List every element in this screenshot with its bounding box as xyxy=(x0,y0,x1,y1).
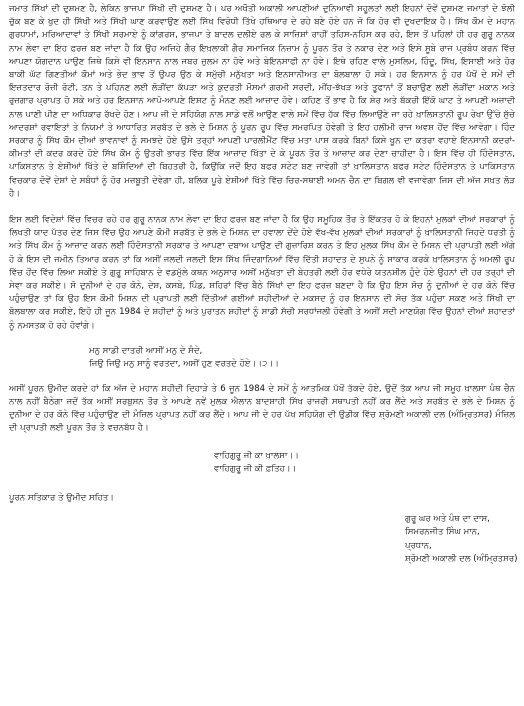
gurbani-verse xyxy=(89,345,515,371)
signature-line-1: ਗੁਰੂ ਘਰ ਅਤੇ ਪੰਥ ਦਾ ਦਾਸ, xyxy=(405,513,490,524)
verse-line-2: ਜਿਉ ਜਿਉ ਮਨੁ ਸਾਨੂੰ ਵਰਤਦਾ, ਅਸੀਂ ਹੁਣ ਵਰਤਦੇ ਹੋਏ।।੨।। xyxy=(89,358,279,369)
regards-line: ਪੂਰਨ ਸਤਿਕਾਰ ਤੇ ਉਮੀਦ ਸਹਿਤ। xyxy=(9,492,114,503)
slogan-line-2: ਵਾਹਿਗੁਰੂ ਜੀ ਕੀ ਫ਼ਤਿਹ।। xyxy=(214,463,297,474)
verse-line-1: ਮਨੁ ਸਾਡੀ ਦਾਤਰੀ ਆਸੀਂ ਮਨੁ ਦੇ ਸੰਦੇ, xyxy=(89,345,203,356)
signature-block xyxy=(405,513,518,567)
khalsa-greeting xyxy=(214,450,515,476)
body-paragraph-2: ਇਸ ਲਈ ਵਿਦੇਸ਼ਾਂ ਵਿੱਚ ਵਿਚਰ ਰਹੇ ਹਰ ਗੁਰੂ ਨਾਨਕ ਨਾਮ ਲੇਵਾ ਦਾ ਇਹ ਫਰਜ਼ ਬਣ ਜਾਂਦਾ ਹੈ ਕਿ ਉਹ ਸਮੂਹਿਕ ਤੌਰ ਤੇ ਇੱਕਤਰ ਹੋ ਕੇ ਇਹਨਾਂ ਮੁਲਕਾਂ ਦੀਆਂ ਸਰਕਾਰਾਂ ਨੂੰ ਲਿਖਤੀ ਯਾਦ ਪੱਤਰ ਦੇਣ ਜਿਸ ਵਿੱਚ ਉਹ ਆਪਣੇ ਕੌਮੀ ਸਰਬੱਤ ਦੇ ਭਲੇ ਦੇ ਮਿਸ਼ਨ ਦਾ ਹਵਾਲਾ ਦੇਂਦੇ ਹੋਏ ਵੱਖ-ਵੱਖ ਮੁਲਕਾਂ ਦੀਆਂ ਸਰਕਾਰਾਂ ਨੂੰ ਖ਼ਾਲਿਸਤਾਨੀ ਜਿਹਦੇ ਧਰਤੀ ਨੂੰ ਅਤੇ ਸਿੱਖ ਕੌਮ ਨੂੰ ਆਜ਼ਾਦ ਕਰਨ ਲਈ ਹਿੰਦੋਸਤਾਨੀ ਸਰਕਾਰ ਤੇ ਆਪਣਾ ਦਬਾਅ ਪਾਉਣ ਦੀ ਗੁਜ਼ਾਰਿਸ਼ ਕਰਨ ਤੇ ਇਹ ਮੁਲਕ ਸਿੱਖ ਕੌਮ ਦੇ ਮਿਸ਼ਨ ਦੀ ਪ੍ਰਾਪਤੀ ਲਈ ਅੱਗੇ ਹੋ ਕੇ ਇਸ ਦੀ ਜਮੀਨ ਤਿਆਰ ਕਰਨ ਤਾਂ ਕਿ ਅਸੀਂ ਜਲਦੀ ਜਲਦੀ ਇਸ ਸਿੱਖ ਜਿੰਦਗਾਨਿਆਂ ਵਿੱਚ ਦਿੱਤੀ ਸ਼ਹਾਦਤ ਦੇ ਸੁਪਨੇ ਨੂੰ ਸਾਕਾਰ ਕਰਕੇ ਖ਼ਾਲਿਸਤਾਨ ਨੂੰ ਅਮਲੀ ਰੂਪ ਵਿੱਚ ਹੋਂਦ ਵਿੱਚ ਲਿਆ ਸਕੀਏ ਤੇ ਗੁਰੂ ਸਾਹਿਬਾਨ ਦੇ ਵਡਮੁੱਲੇ ਕਥਨ ਅਨੁਸਾਰ ਅਸੀਂ ਮਨੁੱਖਤਾ ਦੀ ਬੇਹਤਰੀ ਲਈ ਹੋਰ ਵਧੇਰੇ ਯਤਨਸ਼ੀਲ ਹੁੰਦੇ ਹੋਏ ਉਹਨਾਂ ਦੀ ਹਰ ਤਰ੍ਹਾਂ ਦੀ ਸੇਵਾ ਕਰ ਸਕੀਏ। ਸੋ ਦੁਨੀਆਂ ਦੇ ਹਰ ਕੋਨੇ, ਦੇਸ਼, ਕਸਬੇ, ਪਿੰਡ, ਸ਼ਹਿਰਾਂ ਵਿੱਚ ਬੈਠੇ ਸਿੱਖਾਂ ਦਾ ਇਹ ਫਰਜ਼ ਬਣਦਾ ਹੈ ਕਿ ਉਹ ਇਸ ਸੋਚ ਨੂੰ ਦੁਨੀਆਂ ਦੇ ਹਰ ਕੋਨੇ ਵਿੱਚ ਪਹੁੰਚਾਉਣ ਤਾਂ ਕਿ ਉਹ ਇਸ ਕੌਮੀ ਮਿਸ਼ਨ ਦੀ ਪ੍ਰਾਪਤੀ ਲਈ ਦਿੱਤੀਆਂ ਗਈਆਂ ਸ਼ਹੀਦੀਆਂ ਦੇ ਮਕਸਦ ਨੂੰ ਹਰ ਇਨਸਾਨ ਦੀ ਸੋਚ ਤੱਕ ਪਹੁੰਚਾ ਸਕਣ ਅਤੇ ਸਿੱਖੀ ਦਾ ਬੋਲਬਾਲਾ ਕਰ ਸਕੀਏ, ਇਹੋ ਹੀ ਜੂਨ 1984 ਦੇ ਸ਼ਹੀਦਾਂ ਨੂੰ ਅਤੇ ਪੁਰਾਤਨ ਸ਼ਹੀਦਾਂ ਨੂੰ ਸਾਡੀ ਸੱਚੀ ਸਰਧਾਂਜਲੀ ਹੋਵੇਗੀ ਤੇ ਅਸੀਂ ਸਦੀ ਮਾਣਯੋਗ ਵਿੱਚ ਉਹਨਾਂ ਦੀਆਂ ਸ਼ਹਾਦਤਾਂ ਨੂੰ ਨਮਸਤਕ ਹੋ ਰਹੇ ਹੋਵਾਂਗੇ। xyxy=(9,215,515,331)
body-paragraph-1: ਜਮਾਤ ਸਿੱਖਾਂ ਦੀ ਦੁਸ਼ਮਣ ਹੈ, ਲੇਕਿਨ ਭਾਜਪਾ ਸਿੱਖੀ ਦੀ ਦੁਸ਼ਮਣ ਹੈ। ਪਰ ਅਖੌਤੀ ਅਕਾਲੀ ਆਪਣੀਆਂ ਦੁਨਿਆਵੀ ਸਹੂਲਤਾਂ ਲਈ ਇਹਨਾਂ ਦੋਵੇਂ ਦੁਸ਼ਮਣ ਜਮਾਤਾਂ ਦੇ ਝੋਲੀ ਚੁੱਕ ਬਣ ਕੇ ਖੁਦ ਹੀ ਸਿੱਖੀ ਅਤੇ ਸਿੱਖੀ ਘਾਣ ਕਰਵਾਉਣ ਲਈ ਸਿੱਖ ਵਿਰੋਧੀ ਤਿੱਖੇ ਹਥਿਆਰ ਦੇ ਰਹੇ ਬਣੇ ਹੋਏ ਹਨ ਜੋ ਕਿ ਹੋਰ ਵੀ ਦੁਖਦਾਇਕ ਹੈ। ਸਿੱਖ ਕੌਮ ਦੇ ਮਹਾਨ ਗੁਰਧਾਮਾਂ, ਮਰਿਆਦਾਵਾਂ ਤੇ ਸਿੱਖੀ ਸਰਮਾਏ ਨੂੰ ਕਾਂਗਰਸ, ਭਾਜਪਾ ਤੇ ਬਾਦਲ ਦਲੀਏ ਰਲ ਕੇ ਸਾਜ਼ਿਸ਼ਾਂ ਰਾਹੀਂ ਤਹਿਸ-ਨਹਿਸ ਕਰ ਰਹੇ, ਇਸ ਤੋਂ ਪਹਿਲਾਂ ਹੀ ਹਰ ਗੁਰੂ ਨਾਨਕ ਨਾਮ ਲੇਵਾ ਦਾ ਇਹ ਫਰਜ਼ ਬਣ ਜਾਂਦਾ ਹੈ ਕਿ ਉਹ ਅਜਿਹੇ ਗੈਰ ਇਖ਼ਲਾਕੀ ਗੈਰ ਸਮਾਜਿਕ ਨਿਜ਼ਾਮ ਨੂੰ ਪੂਰਨ ਤੌਰ ਤੇ ਨਕਾਰ ਦੇਣ ਅਤੇ ਇਸੇ ਸੂਬੇ ਰਾਜ ਪ੍ਰਬੰਧ ਕਰਨ ਵਿੱਚ ਆਪਣਾ ਯੋਗਦਾਨ ਪਾਉਣ ਜਿਥੇ ਕਿਸੇ ਵੀ ਇਨਸਾਨ ਨਾਲ ਜਬਰ ਜ਼ੁਲਮ ਨਾ ਹੋਵੇ ਅਤੇ ਬੇਇਨਸਾਫੀ ਨਾ ਹੋਵੇ। ਇਥੇ ਰਹਿਣ ਵਾਲੇ ਮੁਸਲਿਮ, ਹਿੰਦੂ, ਸਿੱਖ, ਇਸਾਈ ਅਤੇ ਹੋਰ ਬਾਕੀ ਘੱਟ ਗਿਣਤੀਆਂ ਕੌਮਾਂ ਅਤੇ ਭੇਦ ਭਾਵ ਤੋਂ ਉਪਰ ਉਠ ਕੇ ਸਮੁੱਚੀ ਮਨੁੱਖਤਾ ਅਤੇ ਇਨਸਾਨੀਅਤ ਦਾ ਬੋਲਬਾਲਾ ਹੋ ਸਕੇ। ਹਰ ਇਨਸਾਨ ਨੂੰ ਹਰ ਪੱਖੋਂ ਦੇ ਸਮੇਂ ਦੀ ਇਜ਼ਤਦਾਰ ਰੋਜ਼ੀ ਰੋਟੀ, ਤਨ ਤੇ ਪਹਿਨਣ ਲਈ ਲੋੜੀਂਦਾ ਕੱਪੜਾ ਅਤੇ ਕੁਦਰਤੀ ਮੌਸਮਾਂ ਗਰਮੀ ਸਰਦੀ, ਮੀਂਹ-ਝੱਖੜ ਅਤੇ ਤੂਫਾਨਾਂ ਤੋਂ ਬਚਾਉਣ ਲਈ ਲੋੜੀਂਦਾ ਮਕਾਨ ਅਤੇ ਰੁਜ਼ਗਾਰ ਪ੍ਰਾਪਤ ਹੋ ਸਕੇ ਅਤੇ ਹਰ ਇਨਸਾਨ ਆਪੋ-ਆਪਣੇ ਇਸ਼ਟ ਨੂੰ ਮੰਨਣ ਲਈ ਆਜ਼ਾਦ ਹੋਵੇ। ਕਹਿਣ ਤੋਂ ਭਾਵ ਹੈ ਕਿ ਸ਼ੇਰ ਅਤੇ ਬੱਕਰੀ ਇੱਕੋ ਘਾਟ ਤੇ ਆਪਣੀ ਅਜ਼ਾਦੀ ਨਾਲ ਪਾਣੀ ਪੀਣ ਦਾ ਅਧਿਕਾਰ ਰੱਖਦੇ ਹੋਣ। ਆਪ ਜੀ ਦੇ ਸਹਿਯੋਗ ਨਾਲ ਸਾਡੇ ਵਲੋਂ ਆਉਣ ਵਾਲੇ ਸਮੇਂ ਵਿੱਚ ਹੱਕ ਵਿੱਚ ਲਿਆਉਣੇ ਜਾ ਰਹੇ ਖ਼ਾਲਿਸਤਾਨੀ ਰੂਪ ਰੇਖਾ ਉੱਚੇ ਸੁੱਚੇ ਆਦਰਸ਼ਾਂ ਰਵਾਇਤਾਂ ਤੇ ਨਿਯਮਾਂ ਤੇ ਆਧਾਰਿਤ ਸਰਬੱਤ ਦੇ ਭਲੇ ਦੇ ਮਿਸ਼ਨ ਨੂੰ ਪੂਰਨ ਰੂਪ ਵਿੱਚ ਸਮਰਪਿਤ ਹੋਵੇਗੀ ਤੇ ਇਹ ਹਲੀਮੀ ਰਾਜ ਅਵਸ਼ ਹੋਂਦ ਵਿੱਚ ਆਵੇਗਾ। ਹਿੰਦ ਸਰਕਾਰ ਨੂੰ ਸਿੱਖ ਕੌਮ ਦੀਆਂ ਭਾਵਨਾਵਾਂ ਨੂੰ ਸਮਝਦੇ ਹੋਏ ਉਸੇ ਤਰ੍ਹਾਂ ਆਪਣੀ ਪਾਰਲੀਮੈਂਟ ਵਿੱਚ ਮਤਾ ਪਾਸ ਕਰਕੇ ਬਿਨਾਂ ਕਿਸੇ ਖੂਨ ਦਾ ਕਤਰਾ ਵਹਾਏ ਇਨਸਾਨੀ ਕਦਰਾਂ-ਕੀਮਤਾਂ ਦੀ ਕਦਰ ਕਰਦੇ ਹੋਏ ਸਿੱਖ ਕੌਮ ਨੂੰ ਉਤਰੀ ਭਾਰਤ ਵਿੱਚ ਇੱਕ ਆਜ਼ਾਦ ਖਿੱਤਾ ਦੇ ਕੇ ਪੂਰਨ ਤੌਰ ਤੇ ਆਜ਼ਾਦ ਕਰ ਦੇਣਾ ਚਾਹੀਦਾ ਹੈ। ਇਸ ਵਿੱਚ ਹੀ ਹਿੰਦੋਸਤਾਨ, ਪਾਕਿਸਤਾਨ ਤੇ ਏਸ਼ੀਆਂ ਖਿੱਤੇ ਦੇ ਬਸ਼ਿੰਦਿਆਂ ਦੀ ਬਿਹਤਰੀ ਹੈ, ਕਿਉਂਕਿ ਜਦੋਂ ਇਹ ਬਫਰ ਸਟੇਟ ਬਣ ਜਾਵੇਗੀ ਤਾਂ ਖ਼ਾਲਿਸਤਾਨ ਬਫਰ ਸਟੇਟ ਹਿੰਦੋਸਤਾਨ ਤੇ ਪਾਕਿਸਤਾਨ ਵਿਚਕਾਰ ਦੋਵੇਂ ਦੇਸ਼ਾਂ ਦੇ ਸਬੰਧਾਂ ਨੂੰ ਹੋਰ ਮਜ਼ਬੂਤੀ ਦੇਵੇਗਾ ਹੀ, ਬਲਿਕ ਪੂਰੇ ਏਸ਼ੀਆਂ ਖਿੱਤੇ ਵਿੱਚ ਚਿਰ-ਸਥਾਈ ਅਮਨ ਚੈਨ ਦਾ ਬਿਗਲ ਵੀ ਵਜਾਵੇਗਾ ਜਿਸ ਦੀ ਅੱਜ ਸਖ਼ਤ ਲੋੜ ਹੈ। xyxy=(9,4,515,199)
closing-paragraph: ਅਸੀਂ ਪੂਰਨ ਉਮੀਦ ਕਰਦੇ ਹਾਂ ਕਿ ਅੱਜ ਦੇ ਮਹਾਨ ਸ਼ਹੀਦੀ ਦਿਹਾੜੇ ਤੇ 6 ਜੂਨ 1984 ਦੇ ਸਮੇਂ ਨੂੰ ਆਤਮਿਕ ਪੱਖੋਂ ਤੱਕਦੇ ਹੋਏ, ਉਦੋਂ ਤੱਕ ਆਪ ਜੀ ਸਮੂਹ ਖ਼ਾਲਸਾ ਪੰਥ ਚੈਨ ਨਾਲ ਨਹੀਂ ਬੈਠੇਗਾ ਜਦੋਂ ਤੱਕ ਅਸੀਂ ਸਰਬੁਸਨ ਤੌਰ ਤੇ ਆਪਣੇ ਨਵੇਂ ਮੁਲਕ ਐਲਾਨ ਬਾਦਸ਼ਾਹੀ ਸਿੱਖ ਰਾਜਰੀ ਸਥਾਪਤੀ ਨਹੀਂ ਕਰ ਲੈਂਦੇ ਅਤੇ ਸਰਬੱਤ ਦੇ ਭਲੇ ਦੇ ਮਿਸ਼ਨ ਨੂੰ ਦੁਨੀਆ ਦੇ ਹਰ ਕੋਨੇ ਵਿੱਚ ਪਹੁੰਚਾਉਣ ਦੀ ਮੰਜ਼ਿਲ ਪ੍ਰਾਪਤ ਨਹੀਂ ਕਰ ਲੈਂਦੇ। ਆਪ ਜੀ ਦੇ ਹਰ ਪੱਖ ਸਹਿਯੋਗ ਦੀ ਉਡੀਕ ਵਿੱਚ ਸ਼੍ਰੋਮਣੀ ਅਕਾਲੀ ਦਲ (ਅੰਮ੍ਰਿਤਸਰ) ਮੰਜ਼ਿਲ ਦੀ ਪ੍ਰਾਪਤੀ ਲਈ ਪੂਰਨ ਤੌਰ ਤੇ ਵਚਨਬੱਧ ਹੈ। xyxy=(9,383,515,434)
signature-name: ਸਿਮਰਨਜੀਤ ਸਿੰਘ ਮਾਨ, xyxy=(405,527,480,538)
signature-organization: ਸ਼੍ਰੋਮਣੀ ਅਕਾਲੀ ਦਲ (ਅੰਮ੍ਰਿਤਸਰ) xyxy=(405,554,518,565)
slogan-line-1: ਵਾਹਿਗੁਰੂ ਜੀ ਕਾ ਖ਼ਾਲਸਾ।। xyxy=(214,450,299,461)
signature-title: ਪ੍ਰਧਾਨ, xyxy=(405,540,432,551)
